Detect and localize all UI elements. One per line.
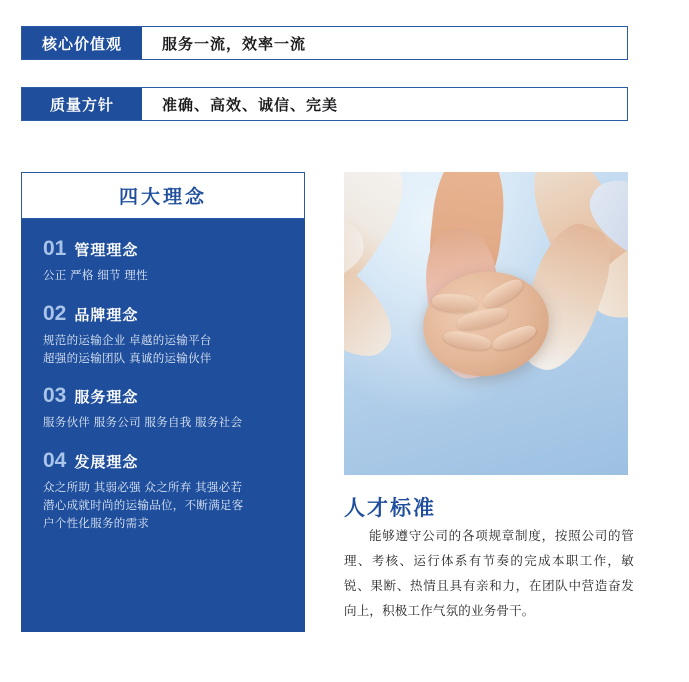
talent-standard-title: 人才标准 xyxy=(344,497,436,520)
banner-quality-policy xyxy=(21,87,628,121)
concept-description-line: 户个性化服务的需求 xyxy=(43,517,150,530)
concept-number: 02 xyxy=(43,301,67,325)
concept-description xyxy=(43,415,283,433)
talent-standard-paragraph: 能够遵守公司的各项规章制度，按照公司的管理、考核、运行体系有节奏的完成本职工作，敏锐、果断、热情且具有亲和力，在团队中营造奋发向上，积极工作气氛的业务骨干。 xyxy=(344,529,634,618)
concept-header xyxy=(43,237,283,261)
banner-core-values xyxy=(21,26,628,60)
concept-item xyxy=(43,237,283,286)
concept-name: 品牌理念 xyxy=(74,306,139,324)
concept-name: 服务理念 xyxy=(74,389,139,407)
concept-item xyxy=(43,449,283,533)
concept-header xyxy=(43,302,283,326)
banner-core-values-text: 服务一流，效率一流 xyxy=(162,35,307,53)
teamwork-hands-photo xyxy=(344,172,628,475)
four-concepts-title-box xyxy=(21,172,305,219)
concept-item xyxy=(43,302,283,369)
concept-description-line: 服务伙伴 服务公司 服务自我 服务社会 xyxy=(43,417,243,430)
concept-description-line: 规范的运输企业 卓越的运输平台 xyxy=(43,334,212,347)
concept-description xyxy=(43,268,283,286)
concept-name: 发展理念 xyxy=(74,454,139,472)
four-concepts-list xyxy=(21,219,305,632)
concept-item xyxy=(43,384,283,433)
finger xyxy=(490,322,539,354)
concept-description-line: 众之所助 其弱必强 众之所弃 其强必若 xyxy=(43,482,243,495)
banner-core-values-tag: 核心价值观 xyxy=(22,27,142,59)
four-concepts-title: 四大理念 xyxy=(118,187,207,208)
concept-description-line: 公正 严格 细节 理性 xyxy=(43,270,148,282)
concept-description xyxy=(43,480,283,533)
concept-description xyxy=(43,333,283,369)
banner-quality-policy-text: 准确、高效、诚信、完美 xyxy=(162,96,339,114)
finger xyxy=(431,292,478,313)
concept-description-line: 潜心成就时尚的运输品位，不断满足客 xyxy=(43,500,244,513)
concept-number: 03 xyxy=(43,384,67,408)
concept-name: 管理理念 xyxy=(74,242,139,259)
concept-number: 04 xyxy=(43,449,67,473)
concept-number: 01 xyxy=(43,237,67,260)
finger xyxy=(442,328,492,352)
four-concepts-panel xyxy=(21,172,305,632)
banner-quality-policy-tag: 质量方针 xyxy=(22,88,142,120)
finger xyxy=(480,275,527,312)
concept-description-line: 超强的运输团队 真诚的运输伙伴 xyxy=(43,352,212,365)
concept-header xyxy=(43,449,283,473)
concept-header xyxy=(43,384,283,408)
